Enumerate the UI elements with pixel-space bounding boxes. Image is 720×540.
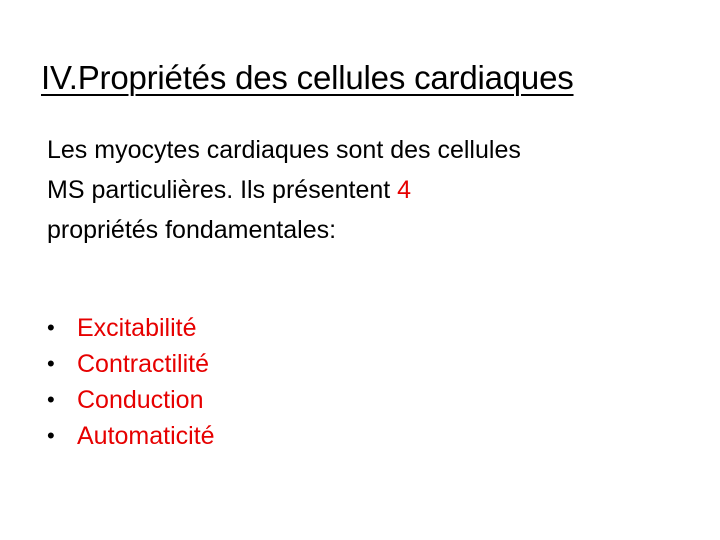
intro-line-2-text: MS particulières. Ils présentent (47, 176, 398, 204)
list-item-label: Excitabilité (77, 314, 197, 342)
properties-list (47, 310, 215, 454)
intro-line-2 (47, 170, 687, 210)
intro-paragraph (47, 130, 687, 250)
list-item-contractilite (47, 346, 215, 382)
list-item-label: Automaticité (77, 422, 215, 450)
list-item-label: Conduction (77, 386, 204, 414)
list-item-conduction (47, 382, 215, 418)
list-item-excitabilite (47, 310, 215, 346)
properties-count: 4 (397, 176, 412, 204)
bullet-icon: • (47, 387, 55, 412)
intro-line-3: propriétés fondamentales: (47, 216, 337, 244)
list-item-automaticite (47, 418, 215, 454)
intro-line-1: Les myocytes cardiaques sont des cellules (47, 136, 521, 164)
bullet-icon: • (47, 423, 55, 448)
bullet-icon: • (47, 351, 55, 376)
list-item-label: Contractilité (77, 350, 209, 378)
bullet-icon: • (47, 315, 55, 340)
slide-title: IV.Propriétés des cellules cardiaques (41, 59, 574, 96)
